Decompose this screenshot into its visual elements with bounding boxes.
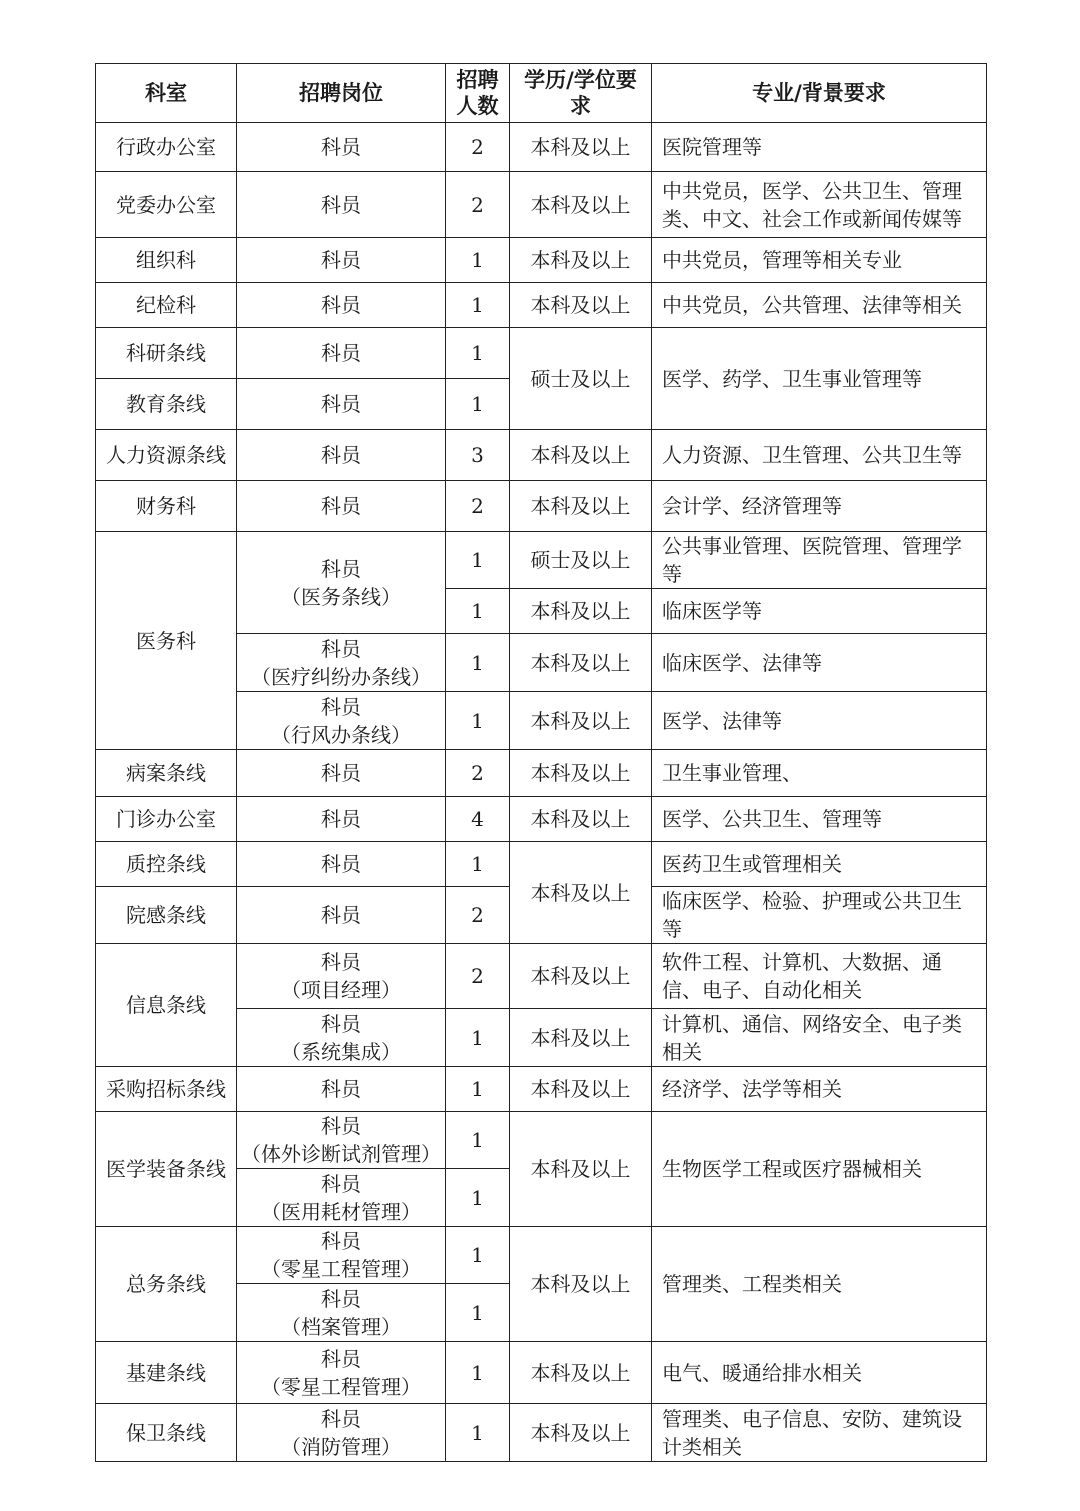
education-cell: 本科及以上 bbox=[510, 481, 652, 532]
education-cell: 本科及以上 bbox=[510, 692, 652, 750]
position-title: 科员 bbox=[321, 950, 361, 974]
count-cell: 2 bbox=[446, 481, 510, 532]
major-cell: 医学、药学、卫生事业管理等 bbox=[652, 328, 987, 430]
count-cell: 1 bbox=[446, 1227, 510, 1284]
position-title: 科员 bbox=[321, 636, 361, 661]
table-row bbox=[96, 944, 987, 1009]
major-cell: 临床医学等 bbox=[652, 589, 987, 634]
position-cell: 科员 bbox=[237, 172, 446, 238]
position-subline: （项目经理） bbox=[281, 978, 401, 1002]
education-cell: 硕士及以上 bbox=[510, 532, 652, 589]
count-cell: 1 bbox=[446, 532, 510, 589]
position-cell bbox=[237, 532, 446, 634]
table-row bbox=[96, 1112, 987, 1169]
count-cell: 2 bbox=[446, 750, 510, 797]
major-cell: 中共党员，管理等相关专业 bbox=[652, 238, 987, 283]
position-subline: （档案管理） bbox=[281, 1314, 401, 1339]
dept-cell: 组织科 bbox=[96, 238, 237, 283]
count-cell: 1 bbox=[446, 692, 510, 750]
table-row bbox=[96, 797, 987, 842]
dept-cell: 教育条线 bbox=[96, 379, 237, 430]
dept-cell: 病案条线 bbox=[96, 750, 237, 797]
position-cell bbox=[237, 1009, 446, 1067]
count-cell: 1 bbox=[446, 1342, 510, 1404]
dept-cell: 行政办公室 bbox=[96, 123, 237, 172]
position-cell: 科员 bbox=[237, 328, 446, 379]
header-count: 招聘人数 bbox=[446, 64, 510, 123]
position-cell: 科员 bbox=[237, 887, 446, 944]
table-row bbox=[96, 172, 987, 238]
major-cell: 医学、法律等 bbox=[652, 692, 987, 750]
header-education: 学历/学位要求 bbox=[510, 64, 652, 123]
table-row bbox=[96, 532, 987, 589]
education-cell: 本科及以上 bbox=[510, 430, 652, 481]
position-cell bbox=[237, 1404, 446, 1462]
count-cell: 2 bbox=[446, 944, 510, 1009]
major-cell: 卫生事业管理、 bbox=[652, 750, 987, 797]
dept-cell: 基建条线 bbox=[96, 1342, 237, 1404]
education-cell: 本科及以上 bbox=[510, 1227, 652, 1342]
dept-cell: 党委办公室 bbox=[96, 172, 237, 238]
education-cell: 本科及以上 bbox=[510, 1342, 652, 1404]
position-subline: （零星工程管理） bbox=[261, 1374, 421, 1399]
education-cell: 本科及以上 bbox=[510, 1112, 652, 1227]
header-position: 招聘岗位 bbox=[237, 64, 446, 123]
table-row bbox=[96, 238, 987, 283]
count-cell: 2 bbox=[446, 887, 510, 944]
dept-cell: 纪检科 bbox=[96, 283, 237, 328]
dept-cell: 财务科 bbox=[96, 481, 237, 532]
position-subline: （体外诊断试剂管理） bbox=[241, 1142, 441, 1166]
dept-cell: 信息条线 bbox=[96, 944, 237, 1067]
education-cell: 本科及以上 bbox=[510, 1067, 652, 1112]
position-subline: （系统集成） bbox=[281, 1039, 401, 1064]
dept-cell: 质控条线 bbox=[96, 842, 237, 887]
position-subline: （消防管理） bbox=[281, 1434, 401, 1459]
dept-cell: 门诊办公室 bbox=[96, 797, 237, 842]
education-cell: 本科及以上 bbox=[510, 172, 652, 238]
count-cell: 1 bbox=[446, 379, 510, 430]
position-cell bbox=[237, 1342, 446, 1404]
table-row bbox=[96, 1404, 987, 1462]
major-cell: 管理类、电子信息、安防、建筑设计类相关 bbox=[652, 1404, 987, 1462]
position-cell bbox=[237, 634, 446, 692]
position-cell: 科员 bbox=[237, 123, 446, 172]
position-subline: （医务条线） bbox=[281, 584, 401, 609]
dept-cell: 采购招标条线 bbox=[96, 1067, 237, 1112]
education-cell: 本科及以上 bbox=[510, 750, 652, 797]
dept-cell: 总务条线 bbox=[96, 1227, 237, 1342]
position-title: 科员 bbox=[321, 1229, 361, 1253]
position-cell bbox=[237, 944, 446, 1009]
education-cell: 本科及以上 bbox=[510, 634, 652, 692]
position-cell bbox=[237, 1227, 446, 1284]
position-cell bbox=[237, 1284, 446, 1342]
position-title: 科员 bbox=[321, 1346, 361, 1371]
major-cell: 中共党员，医学、公共卫生、管理类、中文、社会工作或新闻传媒等 bbox=[652, 172, 987, 238]
position-cell: 科员 bbox=[237, 797, 446, 842]
major-cell: 软件工程、计算机、大数据、通信、电子、自动化相关 bbox=[652, 944, 987, 1009]
major-cell: 中共党员，公共管理、法律等相关 bbox=[652, 283, 987, 328]
education-cell: 硕士及以上 bbox=[510, 328, 652, 430]
major-cell: 临床医学、检验、护理或公共卫生等 bbox=[652, 887, 987, 944]
count-cell: 1 bbox=[446, 238, 510, 283]
count-cell: 4 bbox=[446, 797, 510, 842]
dept-cell: 医务科 bbox=[96, 532, 237, 750]
count-cell: 1 bbox=[446, 1009, 510, 1067]
header-row bbox=[96, 64, 987, 123]
education-cell: 本科及以上 bbox=[510, 1009, 652, 1067]
count-cell: 1 bbox=[446, 283, 510, 328]
major-cell: 医学、公共卫生、管理等 bbox=[652, 797, 987, 842]
count-cell: 1 bbox=[446, 842, 510, 887]
major-cell: 医院管理等 bbox=[652, 123, 987, 172]
position-subline: （零星工程管理） bbox=[261, 1257, 421, 1281]
position-cell bbox=[237, 692, 446, 750]
position-cell: 科员 bbox=[237, 842, 446, 887]
count-cell: 1 bbox=[446, 1112, 510, 1169]
dept-cell: 院感条线 bbox=[96, 887, 237, 944]
major-cell: 会计学、经济管理等 bbox=[652, 481, 987, 532]
table-row bbox=[96, 1342, 987, 1404]
position-cell: 科员 bbox=[237, 481, 446, 532]
table-row bbox=[96, 842, 987, 887]
education-cell: 本科及以上 bbox=[510, 238, 652, 283]
position-subline: （行风办条线） bbox=[271, 722, 411, 747]
count-cell: 1 bbox=[446, 1067, 510, 1112]
position-subline: （医疗纠纷办条线） bbox=[251, 664, 431, 689]
education-cell: 本科及以上 bbox=[510, 944, 652, 1009]
count-cell: 1 bbox=[446, 634, 510, 692]
major-cell: 公共事业管理、医院管理、管理学等 bbox=[652, 532, 987, 589]
position-title: 科员 bbox=[321, 1011, 361, 1036]
count-cell: 2 bbox=[446, 123, 510, 172]
position-title: 科员 bbox=[321, 1171, 361, 1196]
table-row bbox=[96, 283, 987, 328]
position-title: 科员 bbox=[321, 1114, 361, 1138]
count-cell: 1 bbox=[446, 589, 510, 634]
count-cell: 1 bbox=[446, 1169, 510, 1227]
education-cell: 本科及以上 bbox=[510, 589, 652, 634]
major-cell: 计算机、通信、网络安全、电子类相关 bbox=[652, 1009, 987, 1067]
position-subline: （医用耗材管理） bbox=[261, 1199, 421, 1224]
position-cell: 科员 bbox=[237, 1067, 446, 1112]
education-cell: 本科及以上 bbox=[510, 1404, 652, 1462]
recruitment-table bbox=[95, 63, 987, 1462]
major-cell: 管理类、工程类相关 bbox=[652, 1227, 987, 1342]
dept-cell: 保卫条线 bbox=[96, 1404, 237, 1462]
position-title: 科员 bbox=[321, 1286, 361, 1311]
major-cell: 人力资源、卫生管理、公共卫生等 bbox=[652, 430, 987, 481]
position-cell bbox=[237, 1169, 446, 1227]
table-row bbox=[96, 123, 987, 172]
count-cell: 2 bbox=[446, 172, 510, 238]
count-cell: 3 bbox=[446, 430, 510, 481]
major-cell: 医药卫生或管理相关 bbox=[652, 842, 987, 887]
major-cell: 电气、暖通给排水相关 bbox=[652, 1342, 987, 1404]
dept-cell: 医学装备条线 bbox=[96, 1112, 237, 1227]
table-row bbox=[96, 481, 987, 532]
table-row bbox=[96, 430, 987, 481]
count-cell: 1 bbox=[446, 1284, 510, 1342]
table-row bbox=[96, 328, 987, 379]
count-cell: 1 bbox=[446, 328, 510, 379]
education-cell: 本科及以上 bbox=[510, 123, 652, 172]
position-cell: 科员 bbox=[237, 430, 446, 481]
education-cell: 本科及以上 bbox=[510, 797, 652, 842]
education-cell: 本科及以上 bbox=[510, 842, 652, 944]
table-row bbox=[96, 1227, 987, 1284]
position-title: 科员 bbox=[321, 1406, 361, 1431]
position-title: 科员 bbox=[321, 556, 361, 581]
position-cell: 科员 bbox=[237, 379, 446, 430]
dept-cell: 人力资源条线 bbox=[96, 430, 237, 481]
position-cell: 科员 bbox=[237, 750, 446, 797]
count-cell: 1 bbox=[446, 1404, 510, 1462]
education-cell: 本科及以上 bbox=[510, 283, 652, 328]
position-cell: 科员 bbox=[237, 283, 446, 328]
header-dept: 科室 bbox=[96, 64, 237, 123]
position-cell: 科员 bbox=[237, 238, 446, 283]
position-title: 科员 bbox=[321, 694, 361, 719]
major-cell: 临床医学、法律等 bbox=[652, 634, 987, 692]
table-row bbox=[96, 1067, 987, 1112]
dept-cell: 科研条线 bbox=[96, 328, 237, 379]
major-cell: 经济学、法学等相关 bbox=[652, 1067, 987, 1112]
position-cell bbox=[237, 1112, 446, 1169]
table-row bbox=[96, 750, 987, 797]
header-major: 专业/背景要求 bbox=[652, 64, 987, 123]
major-cell: 生物医学工程或医疗器械相关 bbox=[652, 1112, 987, 1227]
